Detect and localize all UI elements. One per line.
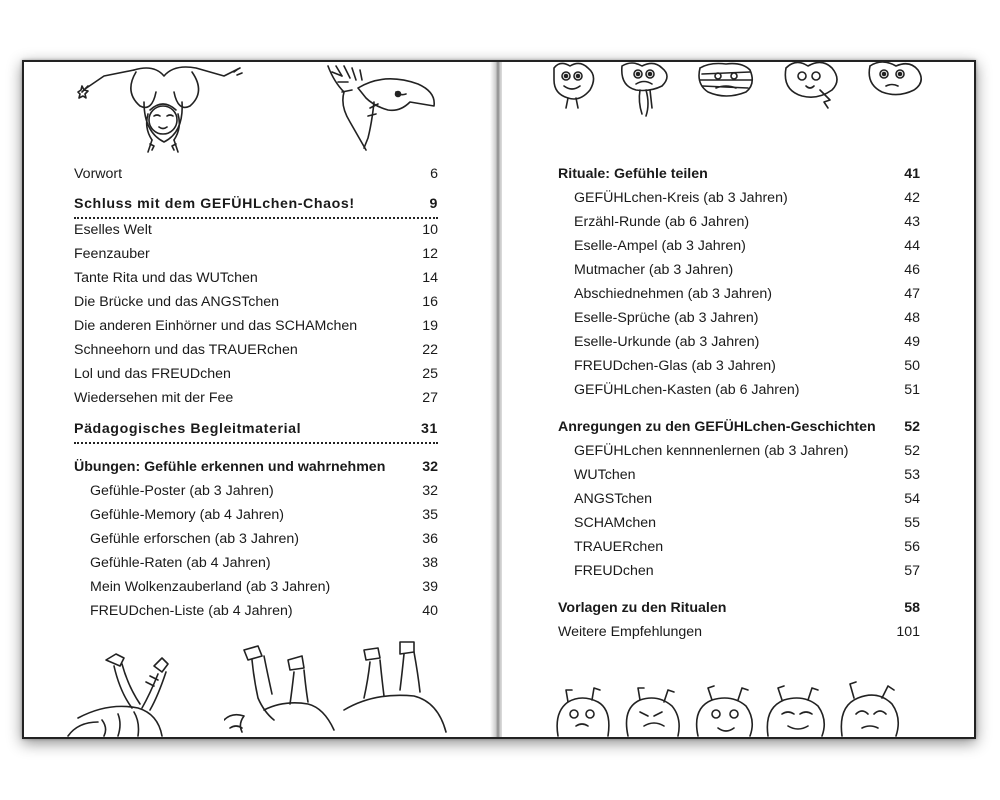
toc-entry xyxy=(574,357,920,375)
toc-entry-title: Wiedersehen mit der Fee xyxy=(74,390,234,406)
toc-entry-page-number: 31 xyxy=(421,421,438,437)
toc-entry-title: Vorlagen zu den Ritualen xyxy=(558,600,727,616)
toc-entry xyxy=(74,269,438,287)
toc-entry-page-number: 40 xyxy=(422,603,438,619)
toc-entry-page-number: 49 xyxy=(904,334,920,350)
toc-entry-title: FREUDchen xyxy=(574,563,654,579)
toc-entry-title: Eselles Welt xyxy=(74,222,152,238)
toc-entry-page-number: 50 xyxy=(904,358,920,374)
toc-entry xyxy=(74,389,438,407)
toc-entry-title: Eselle-Urkunde (ab 3 Jahren) xyxy=(574,334,760,350)
toc-entry-page-number: 52 xyxy=(904,419,920,435)
toc-entry xyxy=(574,490,920,508)
toc-entry-page-number: 56 xyxy=(904,539,920,555)
toc-entry-page-number: 38 xyxy=(422,555,438,571)
toc-entry-page-number: 39 xyxy=(422,579,438,595)
toc-entry-page-number: 41 xyxy=(904,166,920,182)
toc-entry-title: Gefühle-Memory (ab 4 Jahren) xyxy=(90,507,284,523)
left-page xyxy=(24,62,494,737)
toc-entry-title: Schneehorn und das TRAUERchen xyxy=(74,342,298,358)
toc-entry-title: ANGSTchen xyxy=(574,491,653,507)
toc-entry xyxy=(574,562,920,580)
toc-entry xyxy=(558,623,920,641)
toc-entry-title: WUTchen xyxy=(574,467,636,483)
toc-entry xyxy=(574,261,920,279)
toc-entry-title: Mein Wolkenzauberland (ab 3 Jahren) xyxy=(90,579,331,595)
toc-entry-title: Gefühle-Poster (ab 3 Jahren) xyxy=(90,483,274,499)
toc-entry-page-number: 43 xyxy=(904,214,920,230)
toc-entry xyxy=(74,420,438,438)
section-divider xyxy=(74,217,438,219)
toc-entry-page-number: 25 xyxy=(422,366,438,382)
toc-entry-page-number: 16 xyxy=(422,294,438,310)
toc-entry-title: Abschiednehmen (ab 3 Jahren) xyxy=(574,286,772,302)
toc-entry-title: Eselle-Sprüche (ab 3 Jahren) xyxy=(574,310,759,326)
toc-entry-title: FREUDchen-Glas (ab 3 Jahren) xyxy=(574,358,776,374)
toc-entry-title: Lol und das FREUDchen xyxy=(74,366,231,382)
toc-entry xyxy=(74,341,438,359)
toc-entry-title: Weitere Empfehlungen xyxy=(558,624,703,640)
toc-entry-page-number: 101 xyxy=(896,624,920,640)
unicorn-illustration xyxy=(314,62,454,154)
feelings-creatures-bottom xyxy=(554,676,974,737)
toc-entry-page-number: 12 xyxy=(422,246,438,262)
toc-entry-title: Rituale: Gefühle teilen xyxy=(558,166,708,182)
toc-entry xyxy=(74,221,438,239)
toc-entry xyxy=(74,317,438,335)
toc-entry-page-number: 27 xyxy=(422,390,438,406)
toc-entry-title: Eselle-Ampel (ab 3 Jahren) xyxy=(574,238,746,254)
toc-entry-page-number: 54 xyxy=(904,491,920,507)
book-spread xyxy=(22,60,976,739)
toc-entry xyxy=(74,365,438,383)
toc-entry xyxy=(90,602,438,620)
toc-entry-title: Erzähl-Runde (ab 6 Jahren) xyxy=(574,214,750,230)
toc-entry-title: Feenzauber xyxy=(74,246,150,262)
right-page xyxy=(502,62,974,737)
toc-entry-title: Tante Rita und das WUTchen xyxy=(74,270,258,286)
toc-entry-page-number: 32 xyxy=(422,459,438,475)
toc-entry-title: Die anderen Einhörner und das SCHAMchen xyxy=(74,318,358,334)
toc-entry-page-number: 53 xyxy=(904,467,920,483)
toc-entry xyxy=(74,195,438,213)
toc-entry-page-number: 22 xyxy=(422,342,438,358)
toc-entry-page-number: 36 xyxy=(422,531,438,547)
toc-entry-title: TRAUERchen xyxy=(574,539,664,555)
toc-entry xyxy=(574,333,920,351)
toc-entry xyxy=(574,237,920,255)
toc-entry-page-number: 51 xyxy=(904,382,920,398)
toc-entry-page-number: 6 xyxy=(430,166,438,182)
toc-entry-title: SCHAMchen xyxy=(574,515,657,531)
toc-entry xyxy=(558,599,920,617)
toc-entry-title: Die Brücke und das ANGSTchen xyxy=(74,294,280,310)
toc-entry xyxy=(574,538,920,556)
toc-entry-title: FREUDchen-Liste (ab 4 Jahren) xyxy=(90,603,293,619)
toc-entry-title: GEFÜHLchen-Kreis (ab 3 Jahren) xyxy=(574,190,788,206)
toc-entry xyxy=(90,482,438,500)
toc-entry-page-number: 44 xyxy=(904,238,920,254)
toc-entry xyxy=(558,418,920,436)
toc-entry-page-number: 42 xyxy=(904,190,920,206)
toc-entry-page-number: 10 xyxy=(422,222,438,238)
toc-entry xyxy=(74,293,438,311)
fairy-illustration xyxy=(74,62,254,154)
toc-entry-page-number: 57 xyxy=(904,563,920,579)
toc-entry xyxy=(558,165,920,183)
toc-entry xyxy=(574,514,920,532)
toc-entry-title: Vorwort xyxy=(74,166,123,182)
toc-entry xyxy=(574,285,920,303)
toc-entry xyxy=(74,245,438,263)
toc-entry-title: Übungen: Gefühle erkennen und wahrnehmen xyxy=(74,459,386,475)
toc-entry-page-number: 19 xyxy=(422,318,438,334)
toc-entry-page-number: 52 xyxy=(904,443,920,459)
toc-entry xyxy=(574,189,920,207)
toc-entry xyxy=(574,381,920,399)
toc-entry xyxy=(574,466,920,484)
toc-entry-title: Schluss mit dem GEFÜHLchen-Chaos! xyxy=(74,196,355,212)
toc-entry xyxy=(74,165,438,183)
toc-entry-title: GEFÜHLchen kennnenlernen (ab 3 Jahren) xyxy=(574,443,849,459)
toc-entry-title: Gefühle-Raten (ab 4 Jahren) xyxy=(90,555,271,571)
toc-entry-page-number: 58 xyxy=(904,600,920,616)
toc-entry xyxy=(574,442,920,460)
toc-entry-title: Anregungen zu den GEFÜHLchen-Geschichten xyxy=(558,419,876,435)
toc-entry-title: Pädagogisches Begleitmaterial xyxy=(74,421,302,437)
toc-entry-title: GEFÜHLchen-Kasten (ab 6 Jahren) xyxy=(574,382,800,398)
section-divider xyxy=(74,442,438,444)
toc-entry xyxy=(74,458,438,476)
toc-entry xyxy=(90,506,438,524)
toc-entry-page-number: 32 xyxy=(422,483,438,499)
toc-entry-page-number: 9 xyxy=(429,196,438,212)
toc-entry xyxy=(574,213,920,231)
toc-entry-title: Mutmacher (ab 3 Jahren) xyxy=(574,262,734,278)
toc-entry-page-number: 55 xyxy=(904,515,920,531)
toc-entry xyxy=(90,554,438,572)
girl-legs-illustration xyxy=(58,652,178,737)
feelings-creatures-top xyxy=(550,62,970,122)
toc-entry xyxy=(90,578,438,596)
toc-entry-page-number: 48 xyxy=(904,310,920,326)
toc-entry xyxy=(574,309,920,327)
toc-entry-page-number: 47 xyxy=(904,286,920,302)
toc-entry-page-number: 14 xyxy=(422,270,438,286)
toc-entry-page-number: 35 xyxy=(422,507,438,523)
toc-entry-page-number: 46 xyxy=(904,262,920,278)
unicorn-legs-illustration xyxy=(224,640,464,737)
toc-entry-title: Gefühle erforschen (ab 3 Jahren) xyxy=(90,531,299,547)
toc-entry xyxy=(90,530,438,548)
